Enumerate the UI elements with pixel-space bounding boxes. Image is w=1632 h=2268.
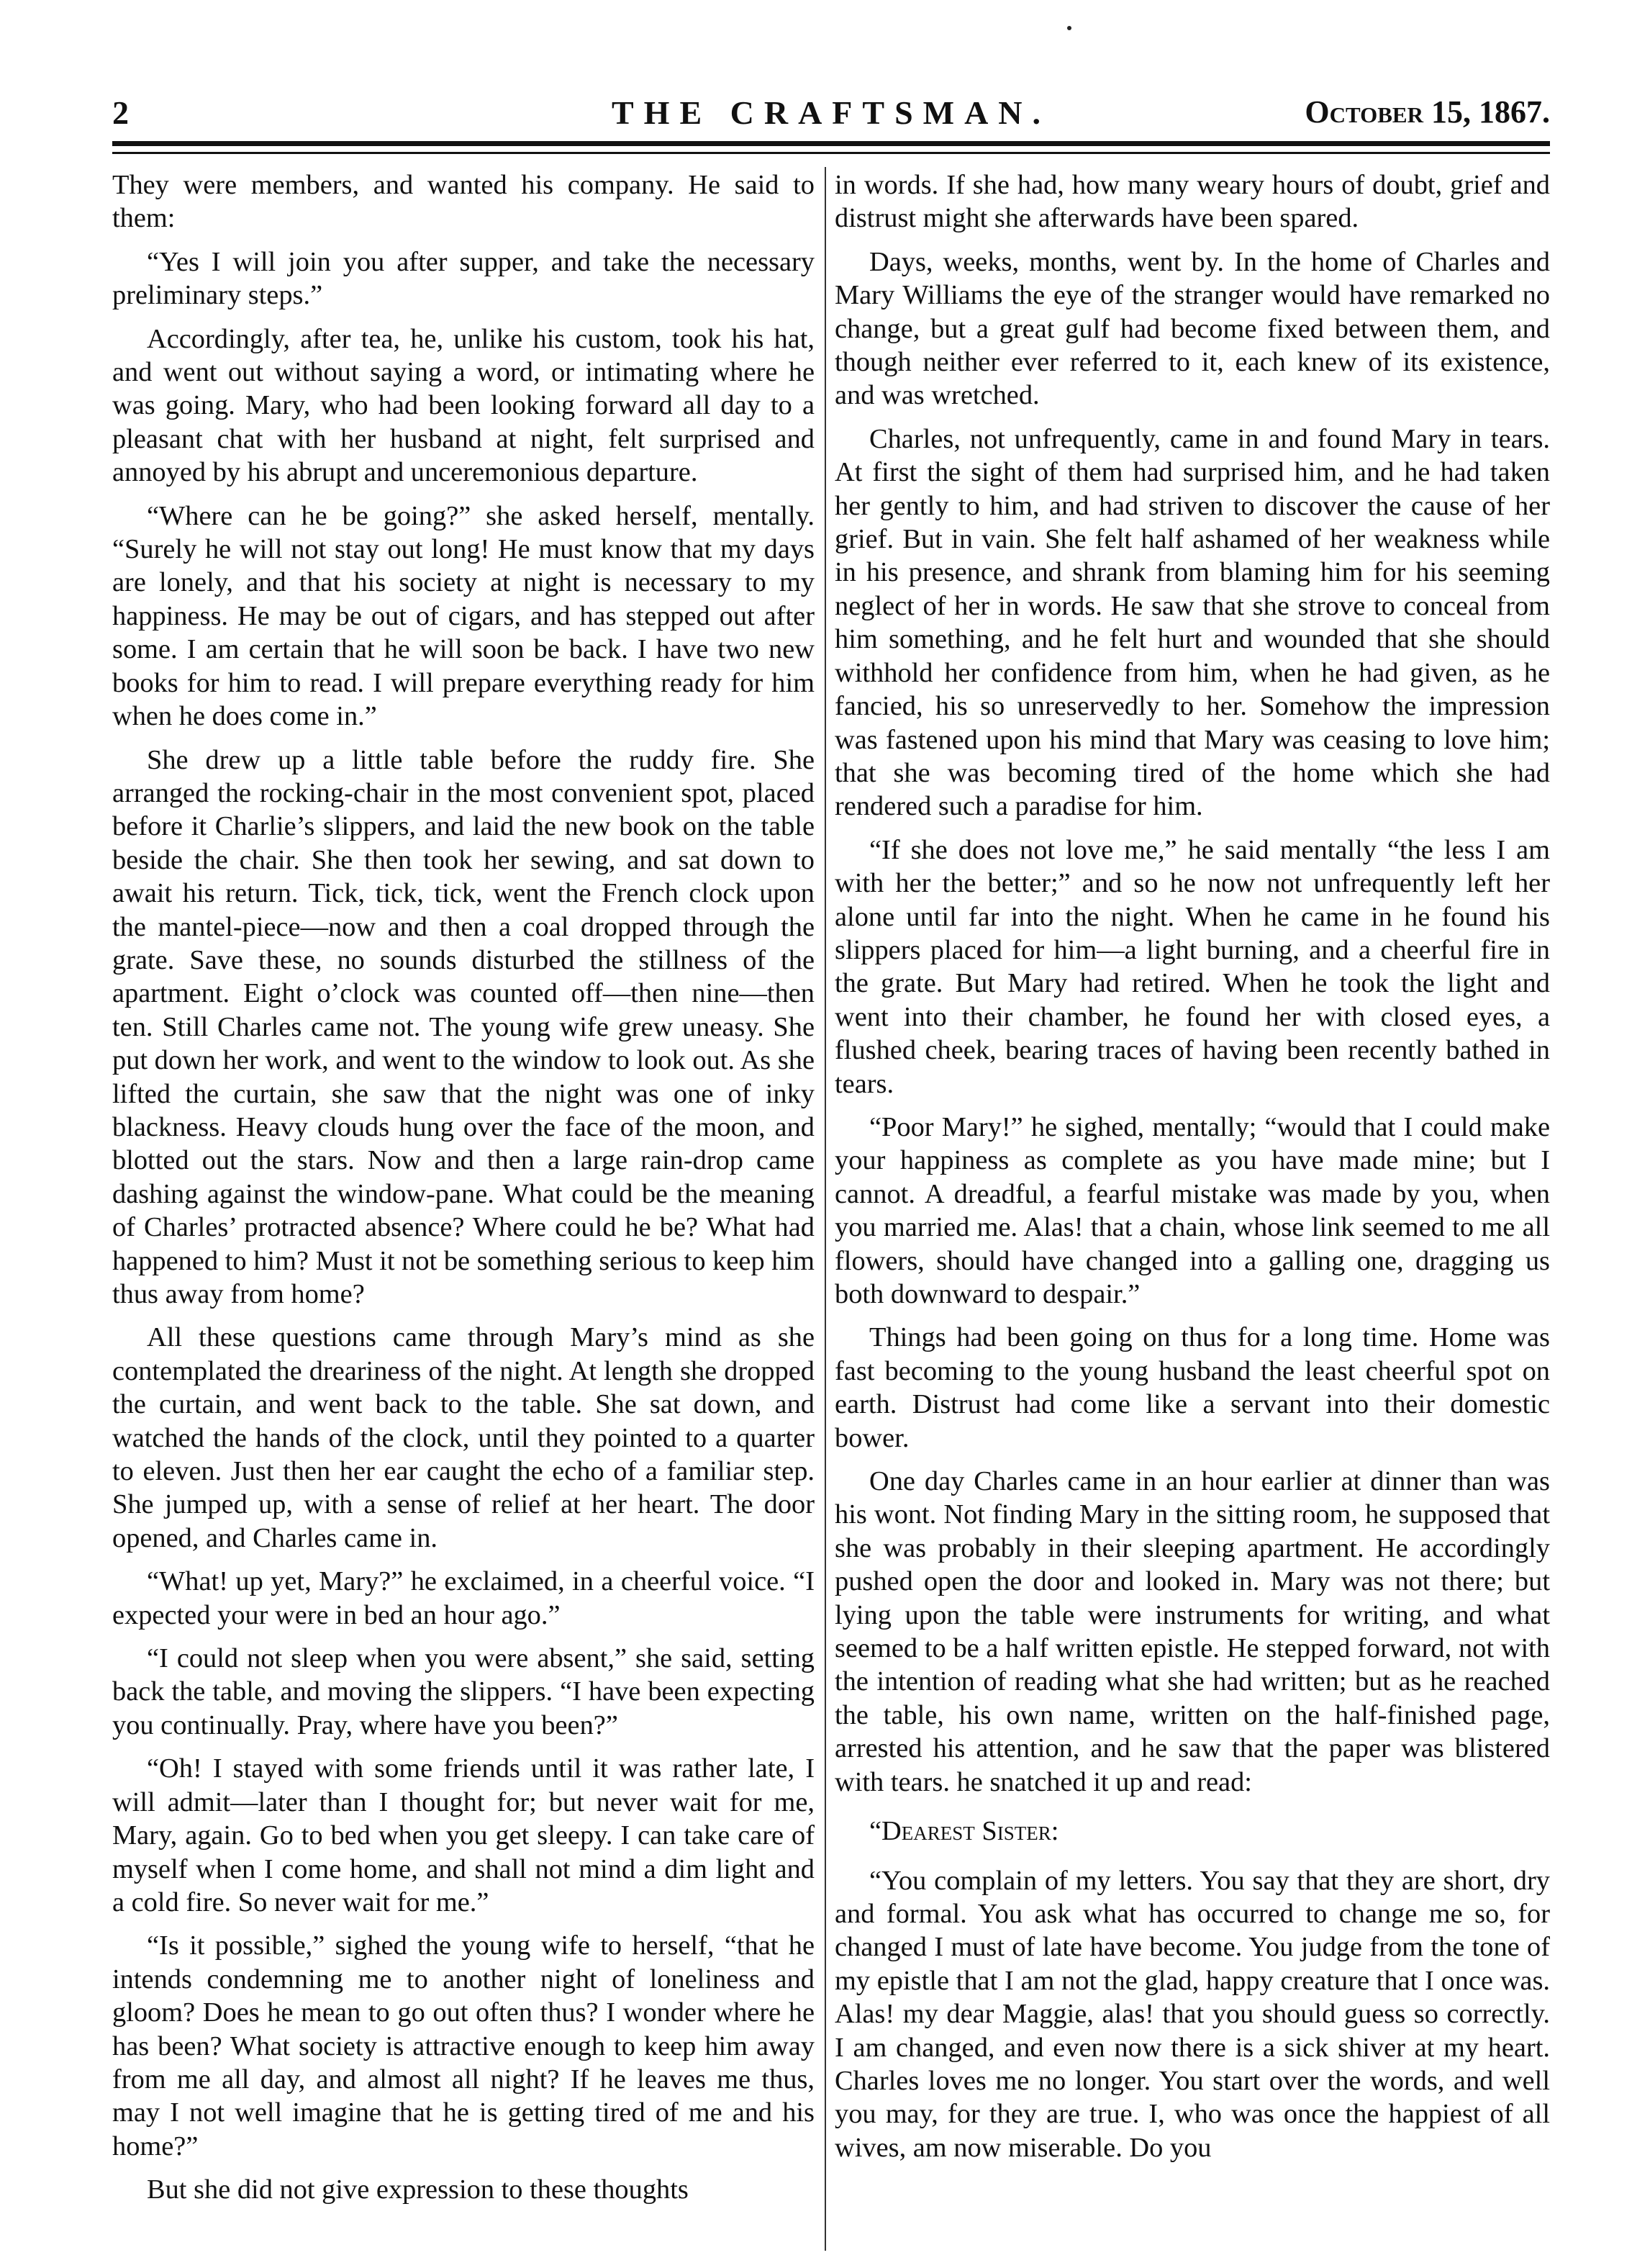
journal-title: THE CRAFTSMAN. [611,94,1051,131]
paragraph: All these questions came through Mary’s mind as she contemplated the dreariness of the night. At length she dropped the curtain, and went back to the table. She sat down, and watched the hands of the clock, until they pointed to a quarter to eleven. Just then her ear caught the echo of a familiar step. She jumped up, with a sense of relief at her heart. The door opened, and Charles came in. [112,1322,815,1553]
issue-date: October 15, 1867. [1305,94,1550,130]
paragraph: Days, weeks, months, went by. In the home of Charles and Mary Williams the eye of the stranger would have remarked no change, but a great gulf had become fixed between them, and though neither ever referred to it, each knew of its existence, and was wretched. [835,246,1550,411]
paragraph: She drew up a little table before the ruddy fire. She arranged the rocking-chair in the most convenient spot, placed before it Charlie’s slippers, and laid the new book on the table beside the chair. She then took her sewing, and sat down to await his return. Tick, tick, tick, went the French clock upon the mantel-piece—now and then a coal dropped through the grate. Save these, no sounds disturbed the stillness of the apartment. Eight o’clock was counted off—then nine—then ten. Still Charles came not. The young wife grew uneasy. She put down her work, and went to the window to look out. As she lifted the curtain, she saw that the night was one of inky blackness. Heavy clouds hung over the face of the moon, and blotted out the stars. Now and then a large rain-drop came dashing against the window-pane. What could be the meaning of Charles’ protracted absence? Where could he be? What had happened to him? Must it not be something serious to keep him thus away from home? [112,744,815,1309]
paragraph: They were members, and wanted his company. He said to them: [112,170,815,234]
paragraph: “Is it possible,” sighed the young wife to herself, “that he intends condemning me to another night of loneliness and gloom? Does he mean to go out often thus? I wonder where he has been? What society is attractive enough to keep him away from me all day, and almost all night? If he leaves me thus, may I not well imagine that he is getting tired of me and his home?” [112,1930,815,2161]
paragraph: One day Charles came in an hour earlier at dinner than was his wont. Not finding Mary in the sitting room, he supposed that she was probably in their sleeping apartment. He accordingly pushed open the door and looked in. Mary was not there; but lying upon the table were instruments for writing, and what seemed to be a half written epistle. He stepped forward, not with the intention of reading what she had written; but as he reached the table, his own name, written on the half-finished page, arrested his attention, and he saw that the paper was blistered with tears. he snatched it up and read: [835,1466,1550,1797]
paragraph: “If she does not love me,” he said mentally “the less I am with her the better;” and so he now not unfrequently left her alone until far into the night. When he came in he found his slippers placed for him—a light burning, and a cheerful fire in the grate. But Mary had retired. When he took the light and went into their chamber, he found her with closed eyes, a flushed cheek, bearing traces of having been recently bathed in tears. [835,834,1550,1099]
paragraph: “What! up yet, Mary?” he exclaimed, in a cheerful voice. “I expected your were in bed an hour ago.” [112,1566,815,1630]
column-divider [825,167,826,2251]
letter-salutation: “Dearest Sister: [869,1816,1059,1847]
paragraph: Things had been going on thus for a long time. Home was fast becoming to the young husband the least cheerful spot on earth. Distrust had come like a servant into their domestic bower. [835,1322,1550,1453]
paragraph: “I could not sleep when you were absent,” she said, setting back the table, and moving the slippers. “I have been expecting you continually. Pray, where have you been?” [112,1643,815,1740]
header-rule-thick [112,141,1550,146]
paragraph: “Oh! I stayed with some friends until it was rather late, I will admit—later than I thought for; but never wait for me, Mary, again. Go to bed when you get sleepy. I can take care of myself when I come home, and shall not mind a dim light and a cold fire. So never wait for me.” [112,1753,815,1917]
paragraph: Accordingly, after tea, he, unlike his custom, took his hat, and went out without saying a word, or intimating where he was going. Mary, who had been looking forward all day to a pleasant chat with her husband at night, felt surprised and annoyed by his abrupt and unceremonious departure. [112,323,815,488]
print-speck [1067,26,1071,30]
header-rule-thin [112,152,1550,154]
paragraph: Charles, not unfrequently, came in and found Mary in tears. At first the sight of them had surprised him, and he had taken her gently to him, and had striven to discover the cause of her grief. But in vain. She felt half ashamed of her weakness while in his presence, and shrank from blaming him for his seeming neglect of her in words. He saw that she strove to conceal from him something, and he felt hurt and wounded that she should withhold her confidence from him, when he had given, as he fancied, his so unreservedly to her. Somehow the impression was fastened upon his mind that Mary was ceasing to love him; that she was becoming tired of the home which she had rendered such a paradise for him. [835,423,1550,822]
paragraph: But she did not give expression to these thoughts [147,2174,689,2205]
paragraph: “Yes I will join you after supper, and take the necessary preliminary steps.” [112,246,815,311]
running-head [112,94,1550,137]
paragraph: “Where can he be going?” she asked herself, mentally. “Surely he will not stay out long! He must know that my days are lonely, and that his society at night is necessary to my happiness. He may be out of cigars, and has stepped out after some. I am certain that he will soon be back. I have two new books for him to read. I will prepare everything ready for him when he does come in.” [112,500,815,732]
letter-paragraph: “You complain of my letters. You say that they are short, dry and formal. You ask what has occurred to change me so, for changed I must of late have become. You judge from the tone of my epistle that I am not the glad, happy creature that I once was. Alas! my dear Maggie, alas! that you should guess so correctly. I am changed, and even now there is a sick shiver at my heart. Charles loves me no longer. You start over the words, and well you may, for they are true. I, who was once the happiest of all wives, am now miserable. Do you [835,1865,1550,2163]
left-column [112,168,815,2256]
paragraph: in words. If she had, how many weary hours of doubt, grief and distrust might she afterwards have been spared. [835,170,1550,234]
paragraph: “Poor Mary!” he sighed, mentally; “would that I could make your happiness as complete as you have made mine; but I cannot. A dreadful, a fearful mistake was made by you, when you married me. Alas! that a chain, whose link seemed to me all flowers, should have changed into a galling one, dragging us both downward to despair.” [835,1111,1550,1309]
page-number: 2 [112,94,129,131]
right-column [835,168,1550,2256]
